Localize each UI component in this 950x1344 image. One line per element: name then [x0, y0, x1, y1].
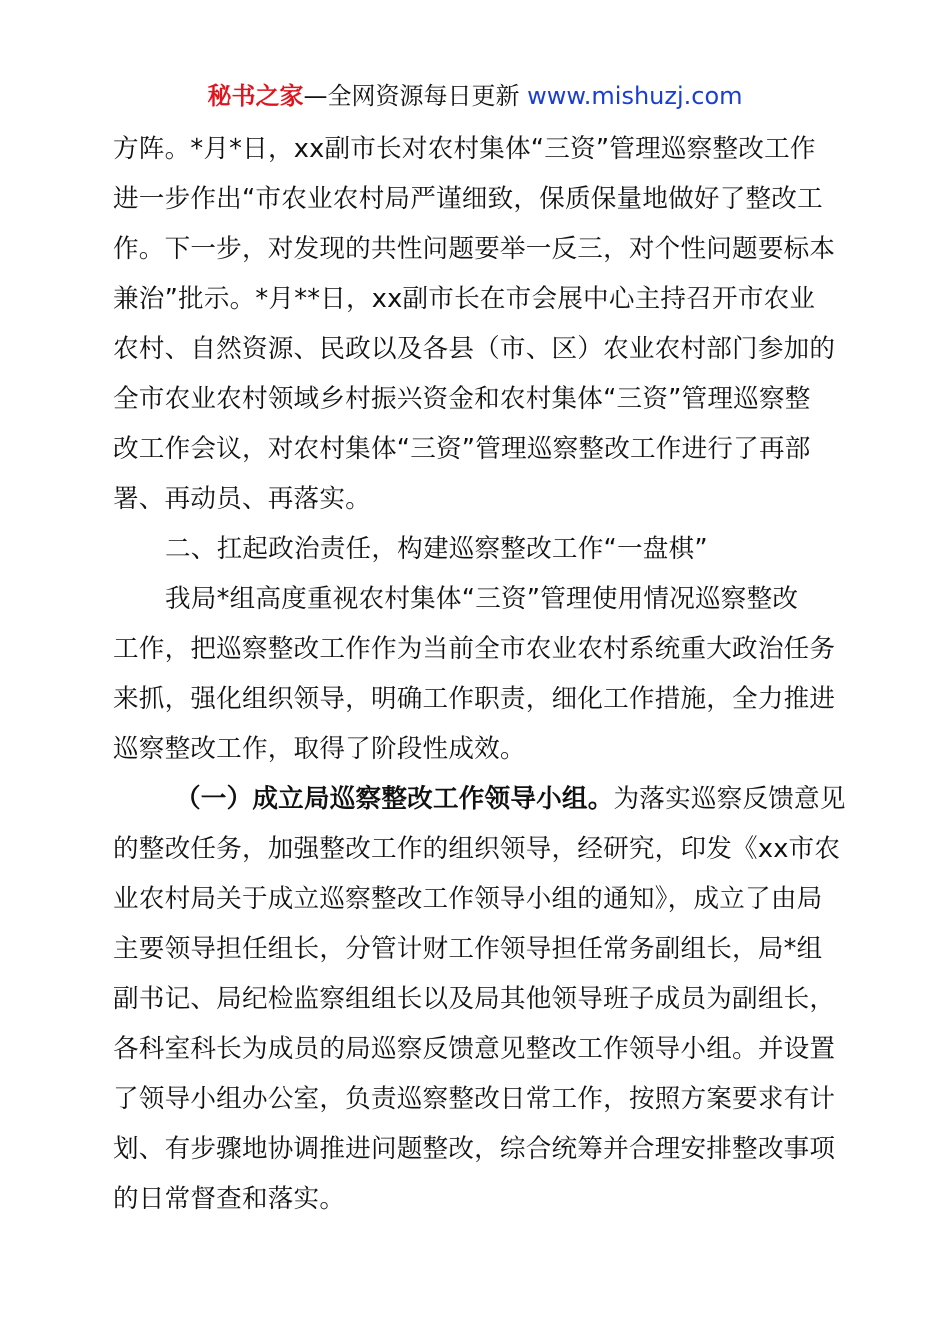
site-url[interactable]: www.mishuzj.com [527, 82, 743, 110]
text-line: 作。下一步，对发现的共性问题要举一反三，对个性问题要标本 [113, 234, 836, 264]
subsection-text: 为落实巡察反馈意见 [613, 784, 846, 814]
text-line: 方阵。*月*日，xx副市长对农村集体“三资”管理巡察整改工作 [113, 134, 816, 164]
text-line: 了领导小组办公室，负责巡察整改日常工作，按照方案要求有计 [113, 1084, 836, 1114]
brand-name: 秘书之家 [207, 82, 304, 110]
text-line: 进一步作出“市农业农村局严谨细致，保质保量地做好了整改工 [113, 184, 823, 214]
text-line: 改工作会议，对农村集体“三资”管理巡察整改工作进行了再部 [113, 434, 811, 464]
text-line: 农村、自然资源、民政以及各县（市、区）农业农村部门参加的 [113, 334, 836, 364]
subsection-line [113, 774, 846, 824]
text-line: 巡察整改工作，取得了阶段性成效。 [113, 734, 526, 764]
page-header [0, 78, 950, 114]
header-tagline: —全网资源每日更新 [303, 82, 528, 110]
text-line: 主要领导担任组长，分管计财工作领导担任常务副组长，局*组 [113, 934, 823, 964]
text-line: 兼治”批示。*月**日，xx副市长在市会展中心主持召开市农业 [113, 284, 816, 314]
section-heading: 二、扛起政治责任，构建巡察整改工作“一盘棋” [165, 534, 708, 564]
document-body [113, 124, 846, 1224]
paragraph-start: 我局*组高度重视农村集体“三资”管理使用情况巡察整改 [165, 584, 799, 614]
subsection-heading: （一）成立局巡察整改工作领导小组。 [175, 784, 614, 814]
text-line: 来抓，强化组织领导，明确工作职责，细化工作措施，全力推进 [113, 684, 836, 714]
text-line: 副书记、局纪检监察组组长以及局其他领导班子成员为副组长， [113, 984, 836, 1014]
text-line: 划、有步骤地协调推进问题整改，综合统筹并合理安排整改事项 [113, 1134, 836, 1164]
text-line: 署、再动员、再落实。 [113, 484, 371, 514]
text-line: 工作，把巡察整改工作作为当前全市农业农村系统重大政治任务 [113, 634, 836, 664]
text-line: 的整改任务，加强整改工作的组织领导，经研究，印发《xx市农 [113, 834, 841, 864]
text-line: 全市农业农村领域乡村振兴资金和农村集体“三资”管理巡察整 [113, 384, 811, 414]
text-line: 各科室科长为成员的局巡察反馈意见整改工作领导小组。并设置 [113, 1034, 836, 1064]
text-line: 的日常督查和落实。 [113, 1184, 346, 1214]
text-line: 业农村局关于成立巡察整改工作领导小组的通知》，成立了由局 [113, 884, 823, 914]
